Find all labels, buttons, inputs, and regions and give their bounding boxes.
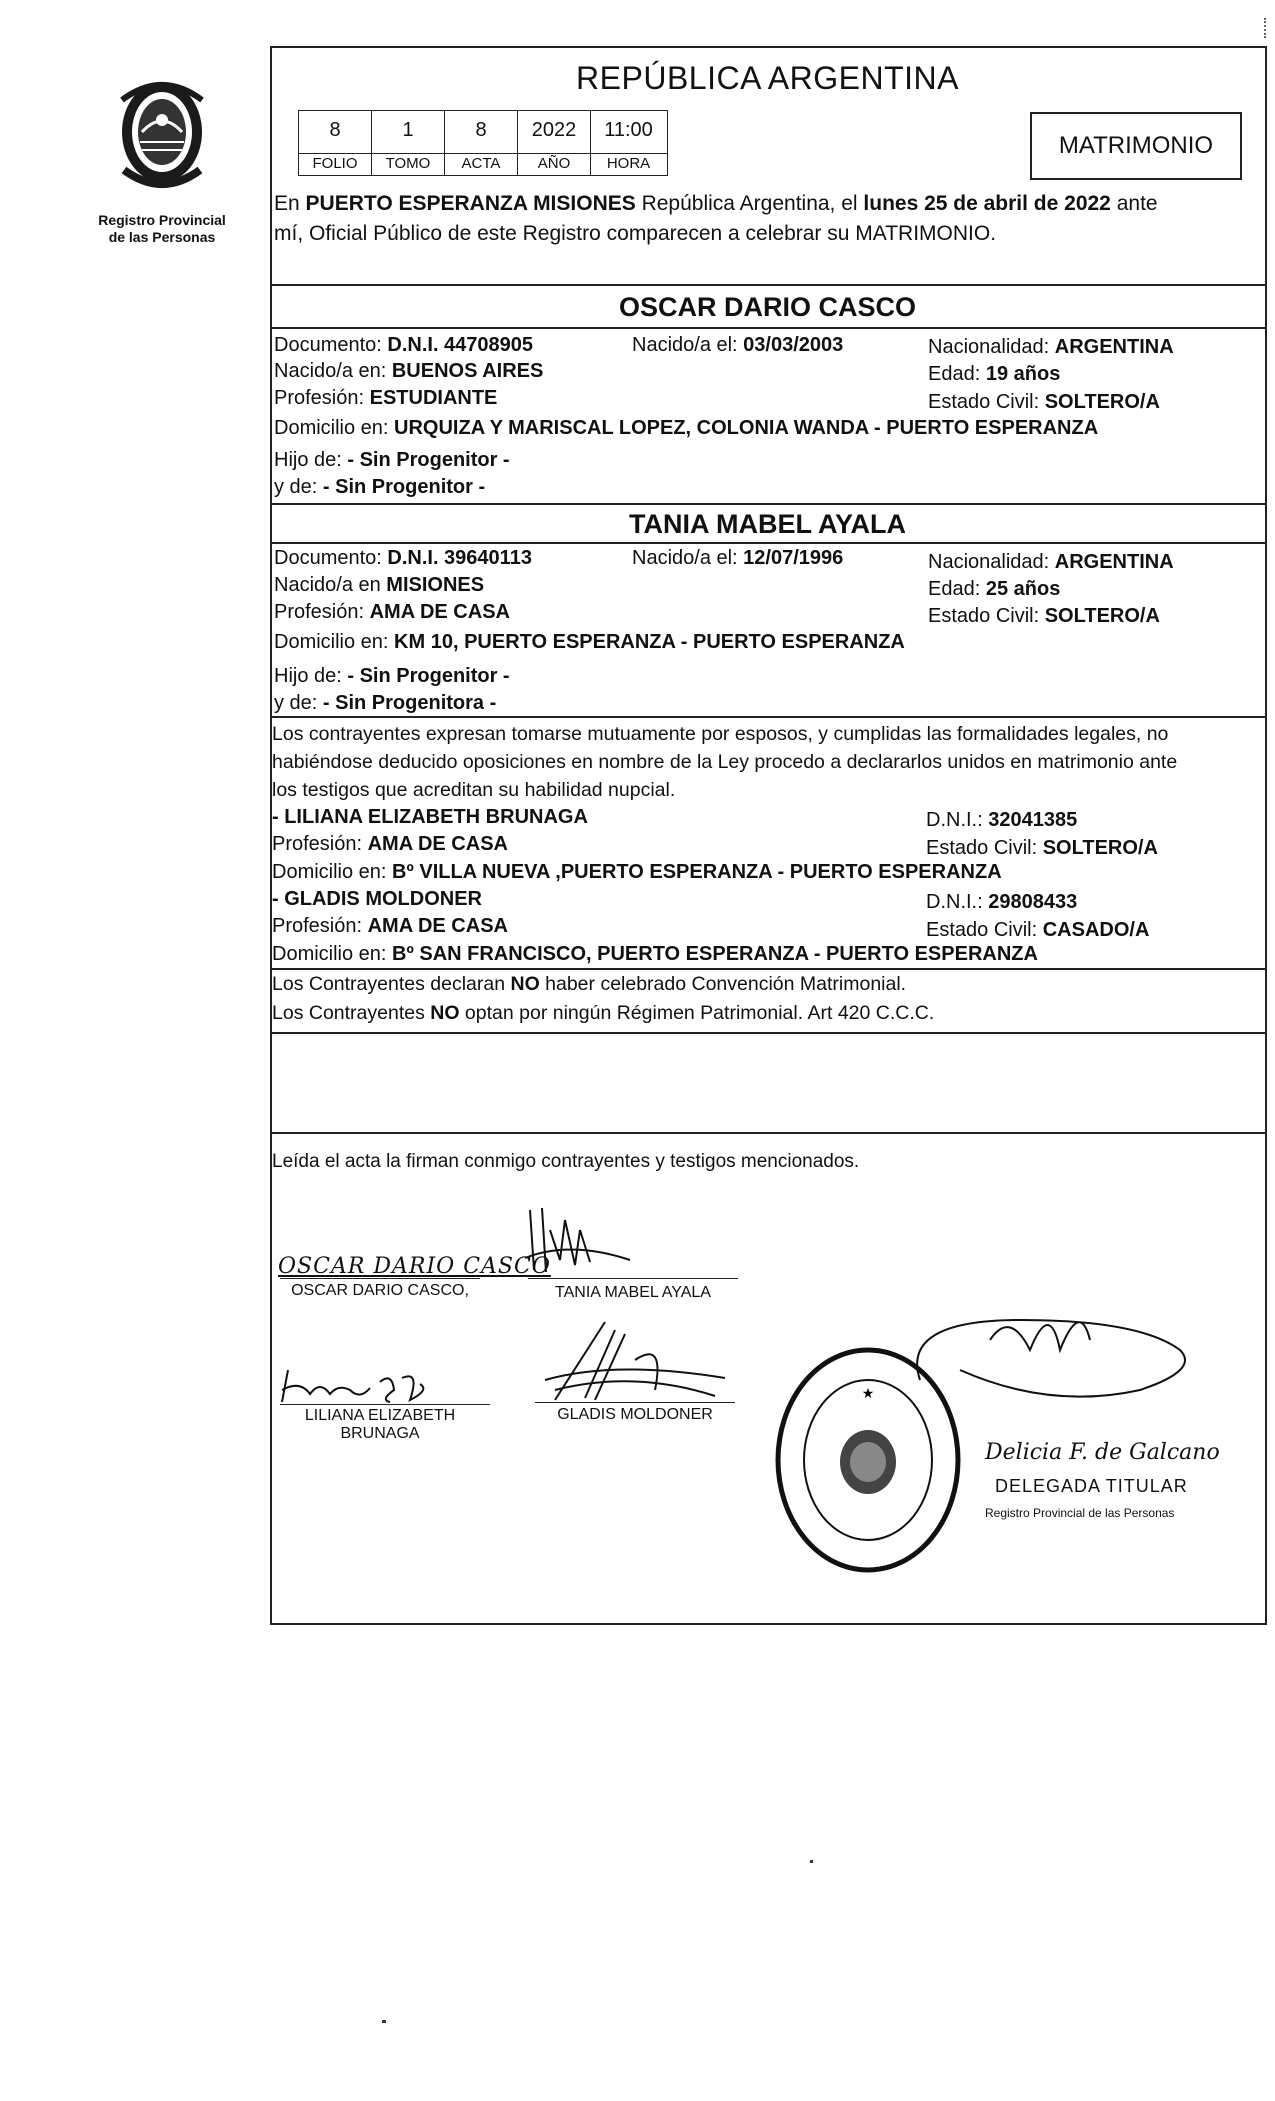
bride-signature-label: TANIA MABEL AYALA — [555, 1284, 711, 1301]
declaration-line-2: habiéndose deducido oposiciones en nombre de la Ley procedo a declararlos unidos en matrimonio ante — [272, 751, 1178, 773]
bride-name: TANIA MABEL AYALA — [628, 509, 907, 539]
groom-age: Edad: 19 años — [928, 363, 1061, 385]
officer-handwritten-signature — [900, 1280, 1200, 1420]
scan-dot — [382, 2020, 386, 2023]
bride-address: Domicilio en: KM 10, PUERTO ESPERANZA - PUERTO ESPERANZA — [274, 631, 905, 653]
witness2-name: - GLADIS MOLDONER — [272, 888, 482, 910]
hora-value: 11:00 — [604, 119, 653, 141]
witness1-signature-label: LILIANA ELIZABETH BRUNAGA — [304, 1407, 456, 1442]
hora-label: HORA — [606, 155, 651, 172]
witness1-handwritten-signature — [280, 1360, 460, 1406]
tomo-label: TOMO — [385, 155, 431, 172]
registration-table — [298, 110, 668, 176]
groom-mother: y de: - Sin Progenitor - — [274, 476, 486, 498]
declaration-line-3: los testigos que acreditan su habilidad nupcial. — [272, 779, 676, 801]
bride-mother: y de: - Sin Progenitora - — [274, 692, 497, 714]
witness1-address: Domicilio en: Bº VILLA NUEVA ,PUERTO ESPERANZA - PUERTO ESPERANZA — [272, 861, 1002, 883]
groom-father: Hijo de: - Sin Progenitor - — [274, 449, 510, 471]
groom-handwritten-signature: OSCAR DARIO CASCO — [278, 1254, 551, 1279]
act-type: MATRIMONIO — [1058, 132, 1214, 159]
groom-profession: Profesión: ESTUDIANTE — [274, 387, 498, 409]
officer-title: DELEGADA TITULAR — [995, 1476, 1188, 1496]
scan-mark — [1264, 18, 1269, 38]
witness1-name: - LILIANA ELIZABETH BRUNAGA — [272, 806, 588, 828]
act-type-box — [1030, 112, 1242, 180]
groom-document: Documento: D.N.I. 44708905 — [274, 334, 534, 356]
folio-label: FOLIO — [312, 155, 358, 172]
folio-value: 8 — [329, 119, 341, 141]
bride-birthdate: Nacido/a el: 12/07/1996 — [632, 547, 844, 569]
bride-nationality: Nacionalidad: ARGENTINA — [928, 551, 1174, 573]
bride-father: Hijo de: - Sin Progenitor - — [274, 665, 510, 687]
groom-name: OSCAR DARIO CASCO — [618, 292, 916, 322]
groom-nationality: Nacionalidad: ARGENTINA — [928, 336, 1174, 358]
witness2-profession: Profesión: AMA DE CASA — [272, 915, 508, 937]
closing-statement: Leída el acta la firman conmigo contrayentes y testigos mencionados. — [272, 1151, 860, 1172]
bride-document: Documento: D.N.I. 39640113 — [274, 547, 532, 569]
witness2-civil-status: Estado Civil: CASADO/A — [926, 919, 1150, 941]
witness2-handwritten-signature — [535, 1320, 735, 1410]
groom-address: Domicilio en: URQUIZA Y MARISCAL LOPEZ, COLONIA WANDA - PUERTO ESPERANZA — [274, 417, 1099, 439]
scan-dot — [810, 1860, 813, 1863]
groom-birthplace: Nacido/a en: BUENOS AIRES — [274, 360, 544, 382]
witness2-signature-label: GLADIS MOLDONER — [557, 1406, 713, 1423]
intro-line-1: En PUERTO ESPERANZA MISIONES República Argentina, el lunes 25 de abril de 2022 ante — [274, 192, 1158, 215]
groom-signature-label: OSCAR DARIO CASCO, — [291, 1282, 469, 1299]
bride-profession: Profesión: AMA DE CASA — [274, 601, 510, 623]
convention-line-2: Los Contrayentes NO optan por ningún Régimen Patrimonial. Art 420 C.C.C. — [272, 1002, 935, 1024]
bride-civil-status: Estado Civil: SOLTERO/A — [928, 605, 1160, 627]
country-title: REPÚBLICA ARGENTINA — [576, 60, 959, 96]
witness1-civil-status: Estado Civil: SOLTERO/A — [926, 837, 1158, 859]
witness2-dni: D.N.I.: 29808433 — [926, 891, 1078, 913]
witness1-dni: D.N.I.: 32041385 — [926, 809, 1078, 831]
bride-handwritten-signature — [520, 1200, 640, 1290]
acta-value: 8 — [475, 119, 487, 141]
groom-birthdate: Nacido/a el: 03/03/2003 — [632, 334, 844, 356]
bride-birthplace: Nacido/a en MISIONES — [274, 574, 485, 596]
anio-value: 2022 — [531, 119, 577, 141]
officer-name-handwritten: Delicia F. de Galcano — [985, 1440, 1220, 1465]
intro-line-2: mí, Oficial Público de este Registro comparecen a celebrar su MATRIMONIO. — [274, 222, 997, 245]
witness2-address: Domicilio en: Bº SAN FRANCISCO, PUERTO ESPERANZA - PUERTO ESPERANZA — [272, 943, 1038, 965]
registry-name: Registro Provincial de las Personas — [98, 212, 226, 245]
declaration-line-1: Los contrayentes expresan tomarse mutuamente por esposos, y cumplidas las formalidades legales, no — [272, 723, 1169, 745]
groom-civil-status: Estado Civil: SOLTERO/A — [928, 391, 1160, 413]
anio-label: AÑO — [537, 155, 571, 172]
bride-age: Edad: 25 años — [928, 578, 1061, 600]
acta-label: ACTA — [461, 155, 501, 172]
convention-line-1: Los Contrayentes declaran NO haber celebrado Convención Matrimonial. — [272, 973, 907, 995]
witness1-profession: Profesión: AMA DE CASA — [272, 833, 508, 855]
officer-organization: Registro Provincial de las Personas — [985, 1506, 1175, 1520]
province-logo — [92, 70, 232, 200]
svg-text:★: ★ — [861, 1386, 875, 1402]
tomo-value: 1 — [402, 119, 414, 141]
